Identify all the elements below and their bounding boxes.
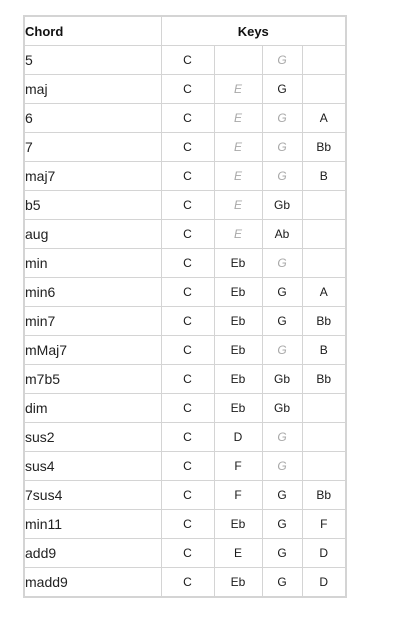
- key-cell: D: [302, 568, 346, 598]
- keys-column-header: Keys: [161, 16, 346, 46]
- key-cell: Gb: [262, 394, 302, 423]
- key-cell: [302, 249, 346, 278]
- key-cell: G: [262, 481, 302, 510]
- table-row: [24, 220, 346, 249]
- key-cell: Eb: [214, 394, 262, 423]
- key-cell: C: [161, 220, 214, 249]
- key-cell: C: [161, 307, 214, 336]
- key-cell: B: [302, 336, 346, 365]
- key-cell: C: [161, 394, 214, 423]
- table-row: [24, 365, 346, 394]
- table-row: [24, 307, 346, 336]
- table-row: [24, 278, 346, 307]
- key-cell: F: [302, 510, 346, 539]
- key-cell: Eb: [214, 307, 262, 336]
- key-cell: C: [161, 423, 214, 452]
- table-row: [24, 46, 346, 75]
- key-cell: Bb: [302, 365, 346, 394]
- key-cell: Bb: [302, 133, 346, 162]
- key-cell: Bb: [302, 307, 346, 336]
- chord-name-cell: 7: [24, 133, 161, 162]
- key-cell: Gb: [262, 191, 302, 220]
- key-cell: E: [214, 104, 262, 133]
- key-cell: G: [262, 162, 302, 191]
- table-body: [24, 46, 346, 598]
- key-cell: [302, 423, 346, 452]
- key-cell: D: [302, 539, 346, 568]
- table-row: [24, 336, 346, 365]
- key-cell: E: [214, 162, 262, 191]
- key-cell: Eb: [214, 568, 262, 598]
- key-cell: G: [262, 307, 302, 336]
- table-row: [24, 104, 346, 133]
- key-cell: G: [262, 104, 302, 133]
- key-cell: G: [262, 249, 302, 278]
- key-cell: D: [214, 423, 262, 452]
- key-cell: C: [161, 481, 214, 510]
- chord-name-cell: maj: [24, 75, 161, 104]
- key-cell: G: [262, 278, 302, 307]
- chord-name-cell: sus4: [24, 452, 161, 481]
- key-cell: C: [161, 133, 214, 162]
- key-cell: C: [161, 365, 214, 394]
- key-cell: G: [262, 46, 302, 75]
- key-cell: Eb: [214, 365, 262, 394]
- chord-table-container: [23, 15, 347, 598]
- key-cell: Ab: [262, 220, 302, 249]
- key-cell: [214, 46, 262, 75]
- key-cell: Eb: [214, 249, 262, 278]
- key-cell: E: [214, 220, 262, 249]
- key-cell: [302, 75, 346, 104]
- chord-name-cell: b5: [24, 191, 161, 220]
- chord-name-cell: min6: [24, 278, 161, 307]
- key-cell: C: [161, 452, 214, 481]
- table-header: [24, 16, 346, 46]
- key-cell: C: [161, 568, 214, 598]
- table-row: [24, 249, 346, 278]
- table-row: [24, 539, 346, 568]
- key-cell: Gb: [262, 365, 302, 394]
- table-row: [24, 568, 346, 598]
- key-cell: C: [161, 75, 214, 104]
- table-row: [24, 162, 346, 191]
- chord-name-cell: aug: [24, 220, 161, 249]
- table-row: [24, 191, 346, 220]
- key-cell: [302, 220, 346, 249]
- table-row: [24, 394, 346, 423]
- key-cell: E: [214, 133, 262, 162]
- key-cell: C: [161, 539, 214, 568]
- key-cell: G: [262, 133, 302, 162]
- table-row: [24, 481, 346, 510]
- key-cell: C: [161, 46, 214, 75]
- key-cell: E: [214, 191, 262, 220]
- chord-table: [23, 15, 347, 598]
- key-cell: Bb: [302, 481, 346, 510]
- key-cell: G: [262, 539, 302, 568]
- chord-name-cell: maj7: [24, 162, 161, 191]
- key-cell: E: [214, 75, 262, 104]
- table-row: [24, 133, 346, 162]
- key-cell: Eb: [214, 510, 262, 539]
- key-cell: G: [262, 336, 302, 365]
- key-cell: G: [262, 423, 302, 452]
- key-cell: [302, 46, 346, 75]
- key-cell: C: [161, 278, 214, 307]
- chord-column-header: Chord: [24, 16, 161, 46]
- key-cell: [302, 452, 346, 481]
- chord-name-cell: 6: [24, 104, 161, 133]
- table-row: [24, 75, 346, 104]
- key-cell: Eb: [214, 278, 262, 307]
- chord-name-cell: min7: [24, 307, 161, 336]
- table-row: [24, 510, 346, 539]
- key-cell: [302, 394, 346, 423]
- chord-name-cell: add9: [24, 539, 161, 568]
- key-cell: C: [161, 336, 214, 365]
- chord-name-cell: sus2: [24, 423, 161, 452]
- key-cell: G: [262, 510, 302, 539]
- key-cell: C: [161, 162, 214, 191]
- key-cell: A: [302, 278, 346, 307]
- key-cell: C: [161, 104, 214, 133]
- chord-name-cell: 7sus4: [24, 481, 161, 510]
- key-cell: C: [161, 249, 214, 278]
- key-cell: E: [214, 539, 262, 568]
- chord-name-cell: min11: [24, 510, 161, 539]
- table-row: [24, 423, 346, 452]
- key-cell: Eb: [214, 336, 262, 365]
- key-cell: G: [262, 568, 302, 598]
- table-row: [24, 452, 346, 481]
- key-cell: C: [161, 191, 214, 220]
- key-cell: C: [161, 510, 214, 539]
- chord-name-cell: m7b5: [24, 365, 161, 394]
- chord-name-cell: madd9: [24, 568, 161, 598]
- key-cell: G: [262, 452, 302, 481]
- key-cell: A: [302, 104, 346, 133]
- key-cell: [302, 191, 346, 220]
- chord-name-cell: min: [24, 249, 161, 278]
- chord-name-cell: dim: [24, 394, 161, 423]
- header-row: [24, 16, 346, 46]
- key-cell: F: [214, 452, 262, 481]
- key-cell: F: [214, 481, 262, 510]
- chord-name-cell: 5: [24, 46, 161, 75]
- key-cell: G: [262, 75, 302, 104]
- key-cell: B: [302, 162, 346, 191]
- chord-name-cell: mMaj7: [24, 336, 161, 365]
